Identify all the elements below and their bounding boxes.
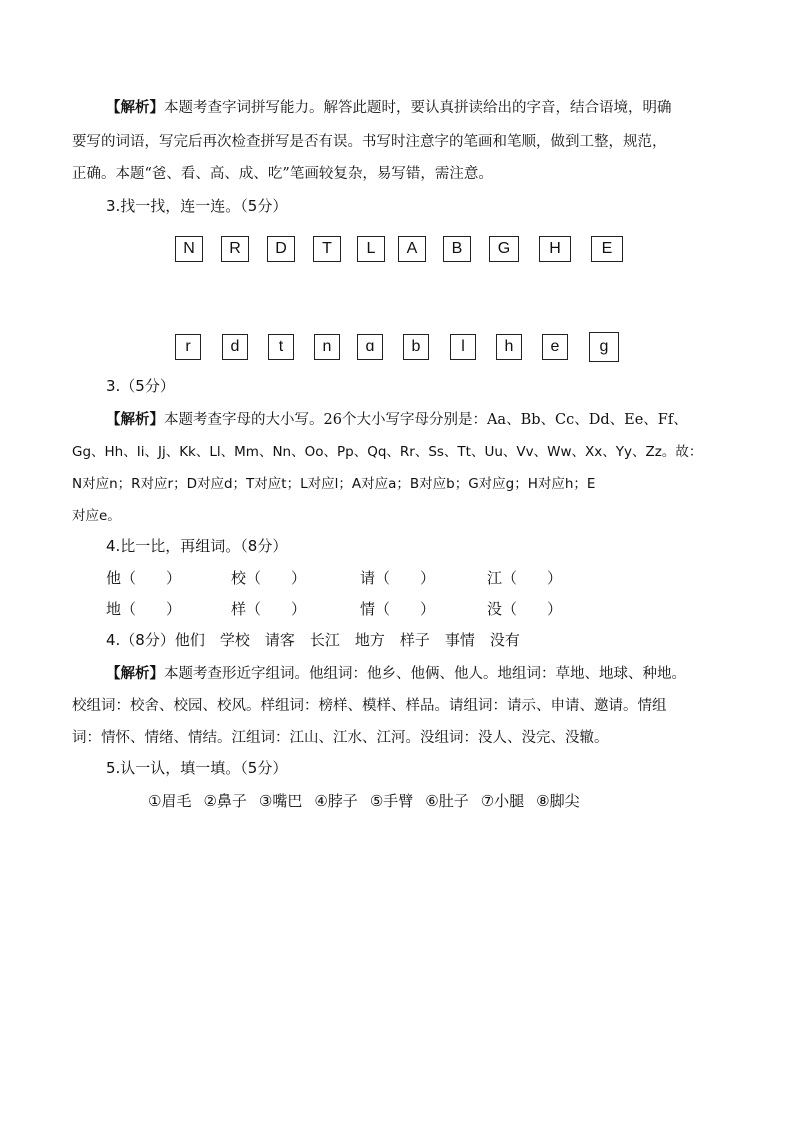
body-part-item: ①眉毛 [148,792,192,810]
analysis-label: 【解析】 [106,665,164,682]
body-parts-list [148,790,708,812]
analysis-3-line-2: Gg、Hh、Ii、Jj、Kk、Ll、Mm、Nn、Oo、Pp、Qq、Rr、Ss、Tt、Uu、Vv、Ww、Xx、Yy、Zz。故： [72,444,703,460]
uppercase-letter-box: R [221,236,249,262]
analysis-4-line-2: 校组词：校舍、校园、校风。样组词：榜样、模样、样品。请组词：请示、申请、邀请。情组 [72,698,667,714]
uppercase-letter-box: H [539,236,571,262]
question-3-title: 3.找一找，连一连。（5分） [106,197,288,215]
body-part-item: ②鼻子 [203,792,247,810]
lowercase-letter-box: d [222,334,248,360]
compare-item: 没（ ） [487,600,563,618]
uppercase-letter-box: D [267,236,295,262]
analysis-2-line-3: 正确。本题“爸、看、高、成、吃”笔画较复杂，易写错，需注意。 [72,166,493,182]
analysis-text: 本题考查字词拼写能力。解答此题时，要认真拼读给出的字音，结合语境，明确 [164,100,672,116]
body-part-item: ⑦小腿 [480,792,525,810]
body-part-item: ④脖子 [314,792,358,810]
body-part-item: ③嘴巴 [258,792,303,810]
compare-item: 校（ ） [231,569,307,587]
question-3-answer-title: 3.（5分） [106,377,175,395]
lowercase-letter-box: g [589,332,619,362]
uppercase-letter-box: B [443,236,471,262]
analysis-text: 本题考查字母的大小写。26个大小写字母分别是：Aa、Bb、Cc、Dd、Ee、Ff、 [164,412,688,428]
lowercase-letter-box: t [268,334,294,360]
compare-item: 请（ ） [360,569,436,587]
lowercase-letter-box: b [403,334,429,360]
analysis-2-line-1 [106,98,758,118]
question-4-title: 4.比一比，再组词。（8分） [106,537,288,555]
analysis-3-line-4: 对应e。 [72,508,121,524]
uppercase-letter-box: N [175,236,203,262]
analysis-3-line-3: N对应n；R对应r；D对应d；T对应t；L对应l；A对应a；B对应b；G对应g；H对应h；E [72,476,596,492]
uppercase-letter-box: L [357,236,385,262]
analysis-text: 本题考查形近字组词。他组词：他乡、他俩、他人。地组词：草地、地球、种地。 [164,666,686,682]
lowercase-letter-box: e [542,334,568,360]
lowercase-letter-box: l [450,334,476,360]
question-5-title: 5.认一认，填一填。（5分） [106,759,288,777]
question-4-row-2 [106,598,626,620]
lowercase-letter-box: h [496,334,522,360]
analysis-4-line-1 [106,664,758,684]
uppercase-letter-box: E [591,236,623,262]
body-part-item: ⑥肚子 [425,792,469,810]
compare-item: 地（ ） [106,600,182,618]
analysis-3-line-1 [106,410,758,430]
analysis-label: 【解析】 [106,411,164,428]
compare-item: 江（ ） [487,569,563,587]
body-part-item: ⑤手臂 [369,792,414,810]
lowercase-letter-box: r [175,334,201,360]
question-4-answer: 4.（8分）他们 学校 请客 长江 地方 样子 事情 没有 [106,631,520,649]
body-part-item: ⑧脚尖 [536,792,580,810]
compare-item: 样（ ） [231,600,307,618]
lowercase-letter-box: n [314,334,340,360]
compare-item: 他（ ） [106,569,182,587]
compare-item: 情（ ） [360,600,436,618]
question-4-row-1 [106,567,626,589]
lowercase-letter-box: ɑ [357,334,383,360]
analysis-label: 【解析】 [106,99,164,116]
analysis-2-line-2: 要写的词语，写完后再次检查拼写是否有误。书写时注意字的笔画和笔顺，做到工整，规范， [72,134,667,150]
uppercase-letter-box: T [313,236,341,262]
uppercase-letter-box: G [489,236,519,262]
lowercase-letter-row [0,334,794,364]
uppercase-letter-box: A [398,236,426,262]
analysis-4-line-3: 词：情怀、情绪、情结。江组词：江山、江水、江河。没组词：没人、没完、没辙。 [72,730,609,746]
uppercase-letter-row [0,236,794,266]
